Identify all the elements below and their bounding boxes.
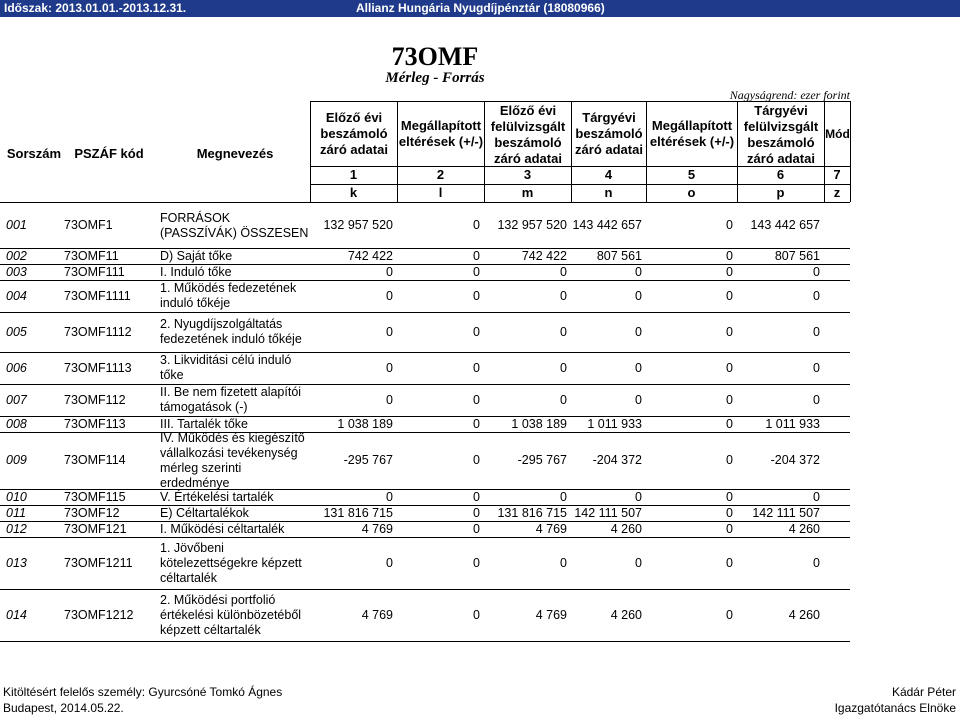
value-col-4: 4 260 [610, 607, 642, 622]
value-col-3: 0 [560, 264, 567, 279]
row-name: E) Céltartalékok [160, 505, 249, 520]
value-col-6: 143 442 657 [750, 218, 820, 232]
value-col-1: 742 422 [347, 248, 393, 263]
row-number: 012 [6, 521, 27, 536]
row-number: 001 [6, 218, 27, 232]
col-letter-5: o [687, 185, 696, 200]
value-col-5: 0 [726, 505, 733, 520]
value-col-5: 0 [726, 416, 733, 431]
col-4-header: Tárgyévi beszámoló záró adatai [575, 110, 643, 157]
value-col-1: 132 957 520 [323, 218, 393, 232]
row-number: 005 [6, 324, 27, 339]
value-col-3: -295 767 [517, 453, 567, 467]
row-name: 2. Működési portfolió értékelési különbözetéből képzett céltartalék [160, 592, 302, 637]
pszaf-code: 73OMF1112 [64, 324, 132, 339]
value-col-4: 0 [635, 264, 642, 279]
row-name: I. Működési céltartalék [160, 521, 285, 536]
value-col-2: 0 [473, 264, 480, 279]
value-col-4: 0 [635, 360, 642, 375]
value-col-3: 0 [560, 489, 567, 504]
value-col-1: 0 [386, 288, 393, 303]
value-col-3: 1 038 189 [511, 416, 567, 431]
value-col-4: 143 442 657 [572, 218, 642, 232]
header-bar [0, 0, 960, 17]
row-name: D) Saját tőke [160, 248, 233, 263]
col-6-header: Tárgyévi felülvizsgált beszámoló záró adatai [743, 103, 819, 166]
col-letter-3: m [521, 185, 534, 200]
row-number: 008 [6, 416, 27, 431]
row-number: 007 [6, 392, 27, 407]
row-number: 010 [6, 489, 27, 504]
value-col-6: 0 [813, 392, 820, 407]
value-col-5: 0 [726, 324, 733, 339]
col-5-header: Megállapított eltérések (+/-) [649, 118, 735, 149]
col-letter-2: l [438, 185, 443, 200]
value-col-1: 0 [386, 264, 393, 279]
value-col-2: 0 [473, 489, 480, 504]
row-name: IV. Működés és kiegészítő vállalkozási tevékenység mérleg szerinti erdedménye [160, 430, 305, 490]
value-col-6: 142 111 507 [752, 505, 820, 520]
signer-name: Kádár Péter [891, 685, 956, 699]
value-col-4: 807 561 [596, 248, 642, 263]
pszaf-code: 73OMF1 [64, 218, 113, 232]
col-2-header: Megállapított eltérések (+/-) [398, 118, 484, 149]
pszaf-code: 73OMF1212 [64, 607, 134, 622]
col-num-4: 4 [604, 167, 613, 182]
row-number: 006 [6, 360, 27, 375]
value-col-5: 0 [726, 555, 733, 570]
pszaf-code: 73OMF114 [64, 453, 126, 467]
value-col-4: 0 [635, 392, 642, 407]
value-col-6: 0 [813, 288, 820, 303]
value-col-4: 4 260 [610, 521, 642, 536]
value-col-3: 0 [560, 324, 567, 339]
place-date: Budapest, 2014.05.22. [3, 701, 124, 715]
value-col-3: 742 422 [521, 248, 567, 263]
value-col-6: 807 561 [774, 248, 820, 263]
value-col-1: 0 [386, 555, 393, 570]
value-col-2: 0 [473, 324, 480, 339]
row-divider [0, 641, 850, 642]
row-name: 1. Jövőbeni kötelezettségekre képzett céltartalék [160, 540, 302, 585]
report-title: 73OMF [391, 42, 479, 71]
pszaf-code: 73OMF113 [64, 416, 126, 431]
value-col-6: 4 260 [788, 607, 820, 622]
row-name: V. Értékelési tartalék [160, 489, 274, 504]
value-col-4: -204 372 [592, 453, 642, 467]
row-number: 014 [6, 607, 27, 622]
col-num-5: 5 [687, 167, 696, 182]
value-col-3: 131 816 715 [497, 505, 567, 520]
col-sorszam: Sorszám [6, 146, 62, 161]
value-col-1: 131 816 715 [323, 505, 393, 520]
value-col-6: 4 260 [788, 521, 820, 536]
value-col-6: 0 [813, 555, 820, 570]
value-col-2: 0 [473, 392, 480, 407]
col-letter-6: p [776, 185, 785, 200]
value-col-2: 0 [473, 360, 480, 375]
row-name: III. Tartalék tőke [160, 416, 249, 431]
col-letter-1: k [349, 185, 358, 200]
value-col-1: 0 [386, 392, 393, 407]
value-col-2: 0 [473, 453, 480, 467]
pszaf-code: 73OMF1211 [64, 555, 133, 570]
value-col-1: 4 769 [361, 521, 393, 536]
row-number: 003 [6, 264, 27, 279]
value-col-3: 4 769 [535, 521, 567, 536]
row-name: II. Be nem fizetett alapítói támogatások (-) [160, 385, 302, 414]
value-col-2: 0 [473, 218, 480, 232]
col-1-header: Előző évi beszámoló záró adatai [320, 110, 388, 157]
col-3-header: Előző évi felülvizsgált beszámoló záró adatai [490, 103, 566, 166]
value-col-3: 0 [560, 360, 567, 375]
value-col-2: 0 [473, 505, 480, 520]
value-col-5: 0 [726, 607, 733, 622]
col-megnevezes: Megnevezés [196, 146, 274, 161]
value-col-5: 0 [726, 360, 733, 375]
col-num-2: 2 [436, 167, 445, 182]
col-num-7: 7 [833, 167, 841, 182]
value-col-5: 0 [726, 521, 733, 536]
row-name: FORRÁSOK (PASSZÍVÁK) ÖSSZESEN [160, 210, 309, 240]
row-number: 009 [6, 453, 27, 467]
value-col-4: 1 011 933 [587, 416, 642, 431]
col-num-3: 3 [523, 167, 532, 182]
row-name: 1. Működés fedezetének induló tőkéje [160, 281, 297, 310]
value-col-4: 142 111 507 [574, 505, 642, 520]
value-col-5: 0 [726, 288, 733, 303]
value-col-2: 0 [473, 416, 480, 431]
row-name: 2. Nyugdíjszolgáltatás fedezetének induló tőkéje [160, 317, 302, 346]
value-col-5: 0 [726, 264, 733, 279]
signer-title: Igazgatótanács Elnöke [834, 701, 956, 715]
value-col-6: 1 011 933 [765, 416, 820, 431]
value-col-3: 0 [560, 555, 567, 570]
value-col-3: 132 957 520 [497, 218, 567, 232]
value-col-2: 0 [473, 288, 480, 303]
pszaf-code: 73OMF115 [64, 489, 126, 504]
row-name: 3. Likviditási célú induló tőke [160, 353, 292, 382]
col-letter-4: n [604, 185, 613, 200]
row-number: 013 [6, 555, 27, 570]
value-col-1: -295 767 [343, 453, 393, 467]
value-col-1: 0 [386, 324, 393, 339]
value-col-3: 0 [560, 392, 567, 407]
pszaf-code: 73OMF1111 [64, 288, 131, 303]
pszaf-code: 73OMF111 [64, 264, 125, 279]
unit-label: Nagyságrend: ezer forint [729, 88, 850, 102]
value-col-5: 0 [726, 218, 733, 232]
value-col-2: 0 [473, 607, 480, 622]
value-col-1: 0 [386, 489, 393, 504]
pszaf-code: 73OMF11 [64, 248, 119, 263]
value-col-2: 0 [473, 555, 480, 570]
row-number: 011 [6, 505, 26, 520]
pszaf-code: 73OMF1113 [64, 360, 132, 375]
value-col-1: 4 769 [361, 607, 393, 622]
value-col-4: 0 [635, 288, 642, 303]
value-col-1: 1 038 189 [337, 416, 393, 431]
value-col-2: 0 [473, 248, 480, 263]
value-col-2: 0 [473, 521, 480, 536]
value-col-5: 0 [726, 392, 733, 407]
col-num-1: 1 [349, 167, 358, 182]
period-label: Időszak: 2013.01.01.-2013.12.31. [4, 1, 187, 15]
value-col-4: 0 [635, 555, 642, 570]
value-col-4: 0 [635, 324, 642, 339]
value-col-6: 0 [813, 489, 820, 504]
col-7-header: Mód [825, 127, 850, 141]
col-letter-7: z [833, 185, 841, 200]
value-col-3: 4 769 [535, 607, 567, 622]
value-col-5: 0 [726, 248, 733, 263]
col-pszaf: PSZÁF kód [74, 146, 144, 161]
fund-name: Allianz Hungária Nyugdíjpénztár (18080966) [356, 1, 605, 15]
value-col-5: 0 [726, 453, 733, 467]
pszaf-code: 73OMF12 [64, 505, 120, 520]
value-col-3: 0 [560, 288, 567, 303]
report-subtitle: Mérleg - Forrás [385, 70, 485, 86]
col-num-6: 6 [776, 167, 785, 182]
value-col-6: 0 [813, 264, 820, 279]
row-name: I. Induló tőke [160, 264, 232, 279]
value-col-5: 0 [726, 489, 733, 504]
row-number: 004 [6, 288, 27, 303]
value-col-6: -204 372 [770, 453, 820, 467]
value-col-1: 0 [386, 360, 393, 375]
value-col-6: 0 [813, 324, 820, 339]
pszaf-code: 73OMF121 [64, 521, 127, 536]
value-col-4: 0 [635, 489, 642, 504]
value-col-6: 0 [813, 360, 820, 375]
pszaf-code: 73OMF112 [64, 392, 126, 407]
responsible-person: Kitöltésért felelős személy: Gyurcsóné Tomkó Ágnes [3, 685, 283, 699]
row-number: 002 [6, 248, 27, 263]
